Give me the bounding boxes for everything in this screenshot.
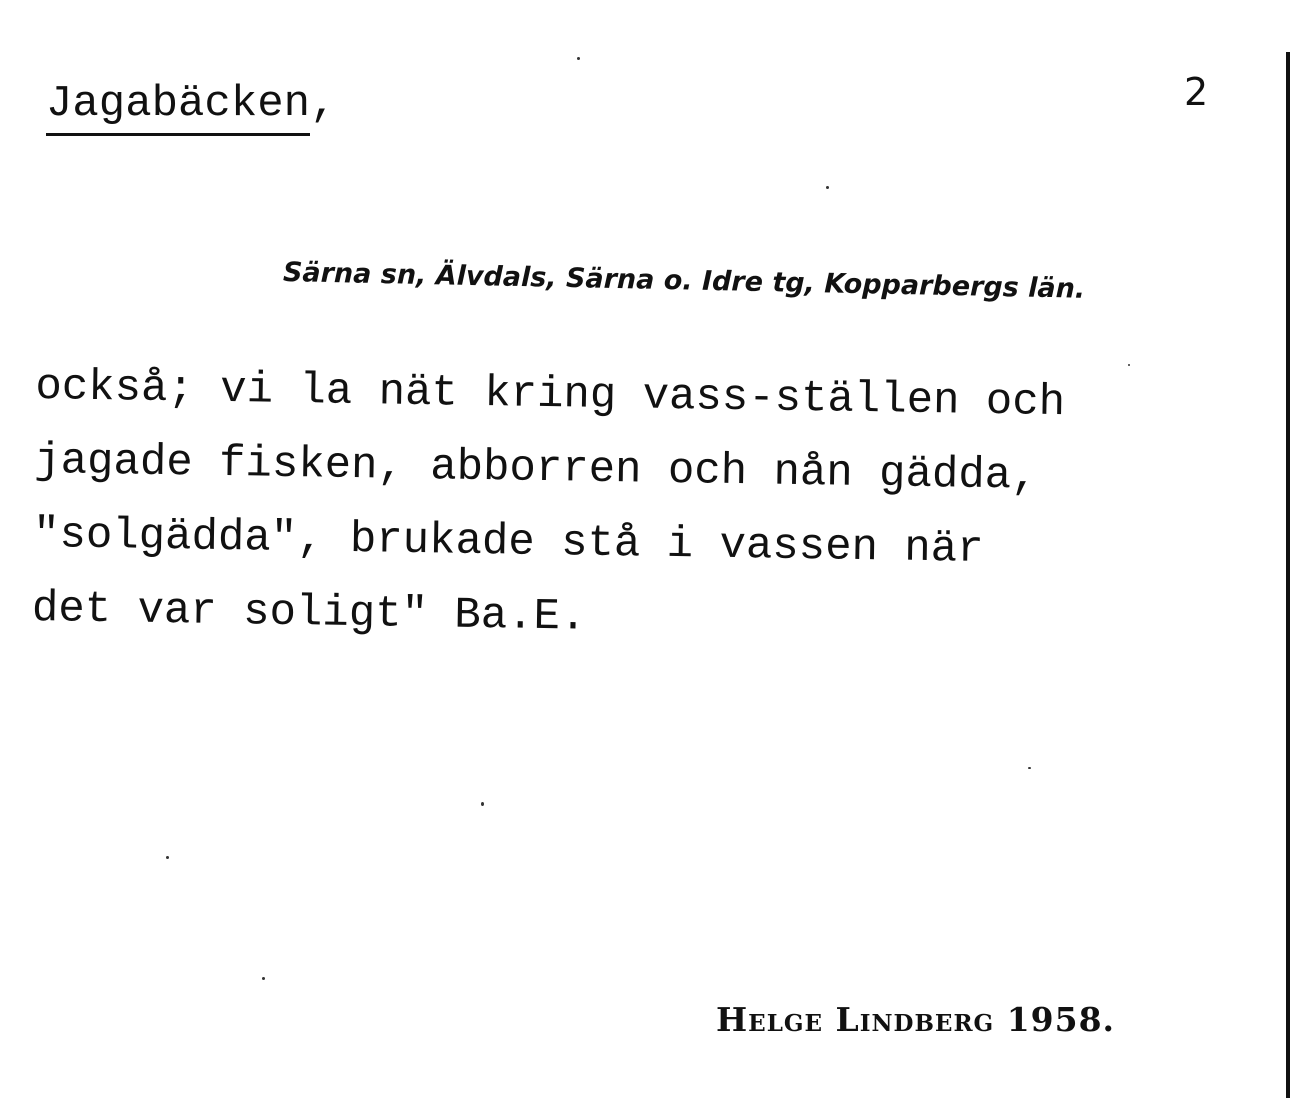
body-line: "solgädda", brukade stå i vassen när [32, 509, 984, 575]
scan-speck [577, 57, 580, 60]
body-line: det var soligt" Ba.E. [31, 583, 587, 643]
body-line: jagade fisken, abborren och nån gädda, [33, 435, 1038, 502]
card-number: 2 [1184, 70, 1209, 114]
scan-speck [1128, 364, 1130, 366]
headword [46, 78, 336, 130]
scan-speck [481, 802, 484, 806]
signature: Helge Lindberg 1958. [716, 1000, 1116, 1039]
headword-suffix: , [310, 79, 337, 129]
scan-speck [166, 856, 169, 859]
card-edge-line [1286, 52, 1290, 1098]
body-text [31, 350, 1246, 665]
scan-speck [262, 977, 265, 980]
scan-speck [826, 186, 829, 189]
scan-speck [1028, 767, 1031, 769]
body-line: också; vi la nät kring vass-ställen och [35, 361, 1066, 429]
headword-name: Jagabäcken [46, 79, 310, 136]
location-stamp: Särna sn, Älvdals, Särna o. Idre tg, Kopparbergs län. [282, 257, 1086, 305]
